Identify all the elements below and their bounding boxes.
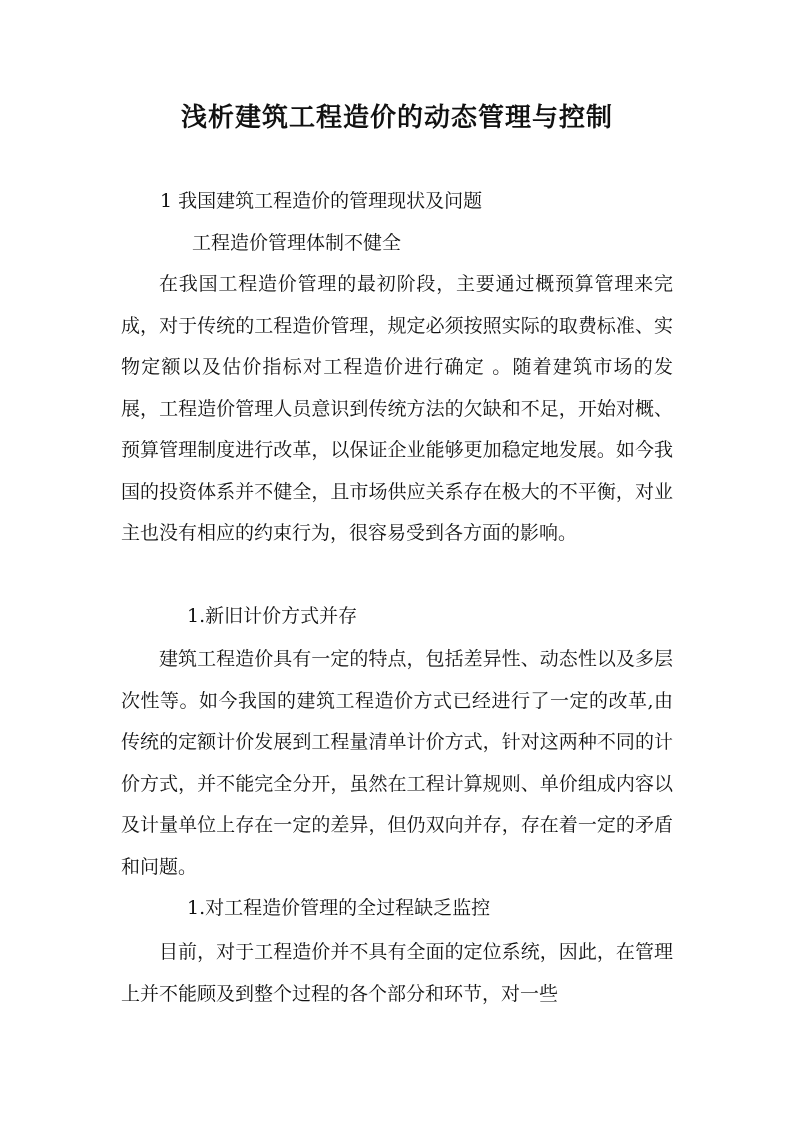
paragraph-pricing-methods: 建筑工程造价具有一定的特点，包括差异性、动态性以及多层次性等。如今我国的建筑工程造价方式已经进行了一定的改革,由传统的定额计价发展到工程量清单计价方式，针对这两种不同的计价方式，并不能完全分开，虽然在工程计算规则、单价组成内容以及计量单位上存在一定的差异，但仍双向并存，存在着一定的矛盾和问题。 — [121, 648, 673, 878]
document-title: 浅析建筑工程造价的动态管理与控制 — [180, 103, 613, 133]
section-heading: 1 我国建筑工程造价的管理现状及问题 — [160, 190, 483, 212]
subsection-heading: 工程造价管理体制不健全 — [192, 232, 402, 254]
subheading-pricing-methods: 1.新旧计价方式并存 — [187, 605, 358, 627]
subheading-process-monitoring: 1.对工程造价管理的全过程缺乏监控 — [187, 897, 491, 919]
paragraph-management-system: 在我国工程造价管理的最初阶段，主要通过概预算管理来完成，对于传统的工程造价管理，规定必须按照实际的取费标准、实物定额以及估价指标对工程造价进行确定 。随着建筑市场的发展，工程造价管理人员意识到传统方法的欠缺和不足，开始对概、预算管理制度进行改革，以保证企业能够更加稳定地发展。如今我国的投资体系并不健全，且市场供应关系存在极大的不平衡，对业主也没有相应的约束行为，很容易受到各方面的影响。 — [121, 273, 673, 544]
paragraph-process-monitoring: 目前，对于工程造价并不具有全面的定位系统，因此，在管理上并不能顾及到整个过程的各个部分和环节，对一些 — [121, 941, 673, 1005]
